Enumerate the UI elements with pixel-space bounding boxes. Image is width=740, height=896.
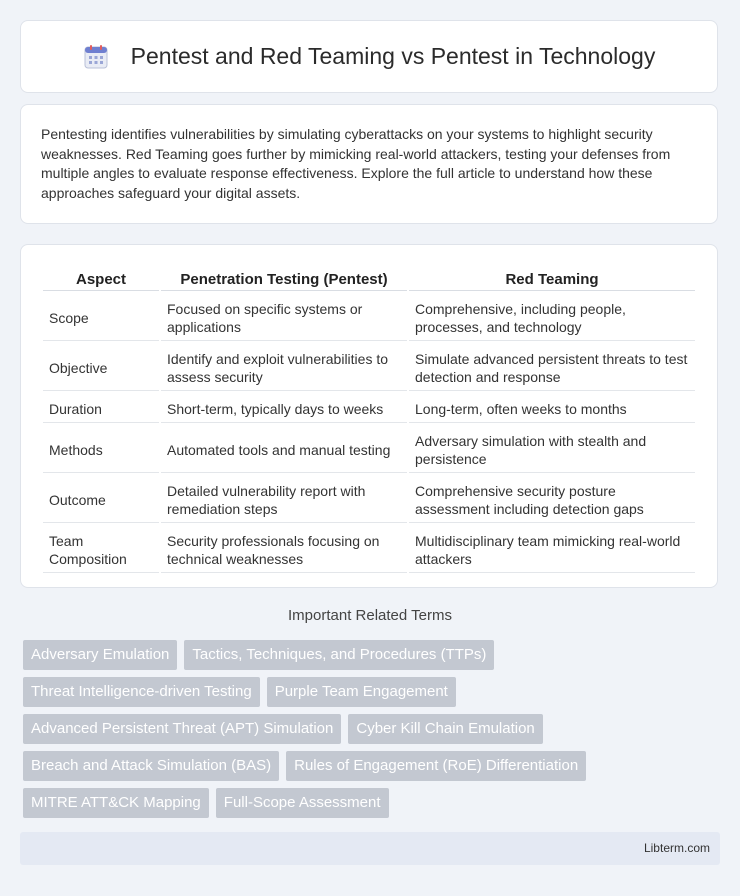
related-term-tag[interactable]: Threat Intelligence-driven Testing [23,677,260,707]
footer [20,832,720,865]
related-term-tag[interactable]: MITRE ATT&CK Mapping [23,788,209,818]
page-title: Pentest and Red Teaming vs Pentest in Technology [130,43,656,69]
footer-brand-link[interactable]: Libterm.com [643,841,710,855]
related-terms-list [23,640,723,818]
table-row [43,393,695,423]
table-row [43,475,695,523]
intro-card [20,104,718,224]
table-row [43,293,695,341]
calendar-icon [83,44,109,70]
table-row [43,343,695,391]
related-term-tag[interactable]: Rules of Engagement (RoE) Differentiation [286,751,586,781]
comparison-table [41,265,697,575]
cell-pentest: Automated tools and manual testing [161,425,407,473]
cell-aspect: Methods [43,425,159,473]
cell-red-teaming: Simulate advanced persistent threats to test detection and response [409,343,695,391]
table-row [43,425,695,473]
related-term-tag[interactable]: Tactics, Techniques, and Procedures (TTPs) [184,640,494,670]
cell-pentest: Focused on specific systems or applications [161,293,407,341]
related-terms-title: Important Related Terms [288,607,452,624]
cell-aspect: Team Composition [43,525,159,573]
related-term-tag[interactable]: Breach and Attack Simulation (BAS) [23,751,279,781]
cell-aspect: Scope [43,293,159,341]
cell-red-teaming: Adversary simulation with stealth and persistence [409,425,695,473]
related-term-tag[interactable]: Adversary Emulation [23,640,177,670]
table-header-row [43,267,695,291]
cell-aspect: Duration [43,393,159,423]
header-pentest: Penetration Testing (Pentest) [161,267,407,291]
header-aspect: Aspect [43,267,159,291]
title-card [20,20,718,93]
related-term-tag[interactable]: Advanced Persistent Threat (APT) Simulation [23,714,341,744]
table-row [43,525,695,573]
cell-aspect: Objective [43,343,159,391]
comparison-table-card [20,244,718,588]
related-term-tag[interactable]: Purple Team Engagement [267,677,456,707]
cell-pentest: Detailed vulnerability report with remediation steps [161,475,407,523]
header-red-teaming: Red Teaming [409,267,695,291]
cell-aspect: Outcome [43,475,159,523]
cell-pentest: Identify and exploit vulnerabilities to assess security [161,343,407,391]
cell-red-teaming: Comprehensive security posture assessment including detection gaps [409,475,695,523]
related-term-tag[interactable]: Full-Scope Assessment [216,788,389,818]
related-term-tag[interactable]: Cyber Kill Chain Emulation [348,714,542,744]
intro-text: Pentesting identifies vulnerabilities by simulating cyberattacks on your systems to highlight security weaknesses. Red Teaming goes further by mimicking real-world attackers, testing your defenses from multiple angles to evaluate response effectiveness. Explore the full article to understand how these approaches safeguard your digital assets. [41,126,671,201]
cell-red-teaming: Long-term, often weeks to months [409,393,695,423]
cell-pentest: Security professionals focusing on technical weaknesses [161,525,407,573]
cell-red-teaming: Multidisciplinary team mimicking real-world attackers [409,525,695,573]
cell-red-teaming: Comprehensive, including people, processes, and technology [409,293,695,341]
cell-pentest: Short-term, typically days to weeks [161,393,407,423]
